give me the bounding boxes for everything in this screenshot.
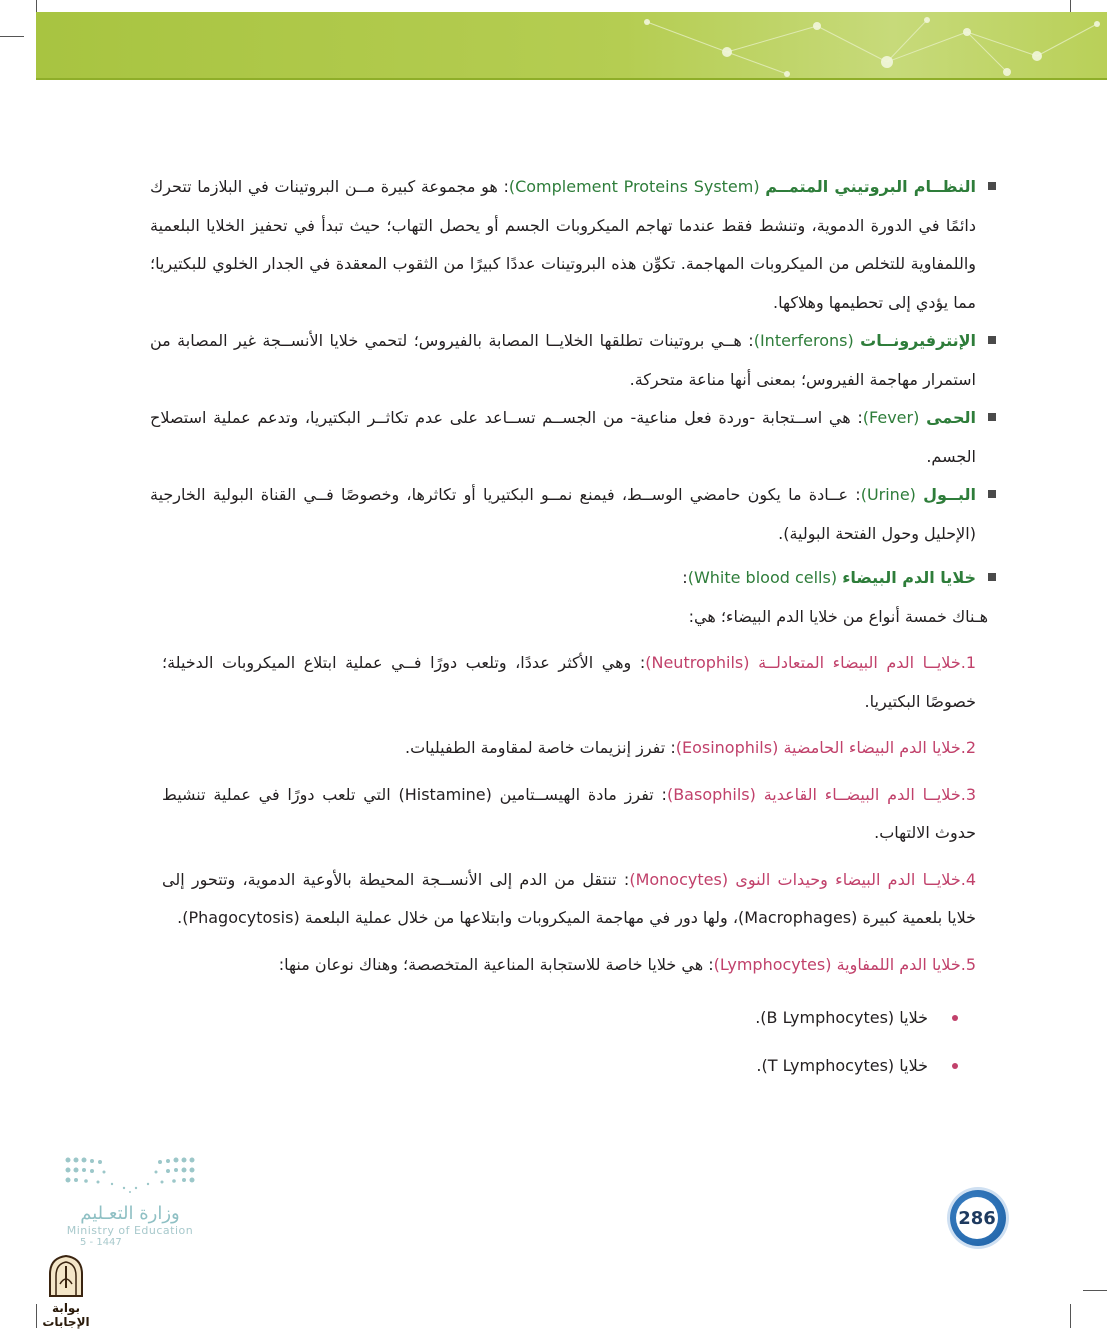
- term-latin: (Complement Proteins System): [508, 177, 760, 196]
- item-number: 5.: [960, 954, 976, 974]
- term-latin: (White blood cells): [687, 568, 838, 587]
- term-fever: الحمى: [926, 408, 976, 427]
- wbc-type-item: [150, 729, 998, 768]
- square-bullet-icon: [988, 336, 996, 344]
- lymphocyte-list: [150, 994, 998, 1090]
- dot-bullet-icon: [952, 1063, 958, 1069]
- wbc-intro: هـناك خمسة أنواع من خلايا الدم البيضاء؛ هي:: [688, 606, 988, 626]
- item-text: : تفرز إنزيمات خاصة لمقاومة الطفيليات.: [405, 738, 676, 757]
- item-number: 4.: [960, 869, 977, 889]
- watermark-text: بوابة الإجابات: [42, 1301, 90, 1329]
- ministry-arabic: وزارة التعـليم: [80, 1203, 180, 1224]
- page-number-badge: [946, 1186, 1010, 1242]
- term-wbc: خلايا الدم البيضاء: [842, 568, 976, 587]
- main-content: [150, 168, 998, 1090]
- item-text: : تنتقل من الدم إلى الأنســجة المحيطة بالأوعية الدموية، وتتحور إلى خلايا بلعمية كبيرة (Macrophages)، ولها دور في مهاجمة الميكروبات وابتلاعها من خلال عملية البلعمة (Phagocytosis).: [162, 869, 976, 927]
- item-text: : هي خلايا خاصة للاستجابة المناعية المتخصصة؛ وهناك نوعان منها:: [278, 954, 714, 974]
- paragraph-text: : هي اســتجابة -وردة فعل مناعية- من الجســم تســاعد على عدم تكاثــر البكتيريا، وتدعم عملية استصلاح الجسم.: [150, 408, 976, 466]
- item-term: خلايا الدم اللمفاوية: [836, 954, 961, 974]
- term-complement: النظــام البروتيني المتمــم: [765, 177, 977, 196]
- square-bullet-icon: [988, 182, 996, 190]
- header-band: [36, 12, 1107, 80]
- item-term: خلايا الدم البيضاء الحامضية: [783, 738, 961, 757]
- term-latin: (Interferons): [753, 331, 854, 350]
- item-text: : تفرز مادة الهيســتامين (Histamine) التي تلعب دورًا في عملية تنشيط حدوث الالتهاب.: [162, 784, 976, 842]
- item-number: 2.: [960, 738, 976, 757]
- ministry-dots-icon: [60, 1154, 200, 1198]
- wbc-type-item: [150, 861, 998, 938]
- ministry-english: Ministry of Education: [66, 1224, 194, 1237]
- term-latin: (Fever): [862, 408, 920, 427]
- square-bullet-icon: [988, 573, 996, 581]
- term-interferons: الإنترفيرونــات: [860, 331, 976, 350]
- term-urine: البــول: [923, 485, 977, 504]
- term-latin: (Urine): [860, 485, 916, 504]
- complement-paragraph: [150, 168, 998, 322]
- ministry-logo: [60, 1154, 200, 1248]
- list-item-text: خلايا (T Lymphocytes).: [756, 1056, 928, 1075]
- molecule-pattern-icon: [587, 12, 1107, 78]
- item-term-latin: (Neutrophils): [645, 653, 750, 672]
- mosque-emblem-icon: [44, 1254, 88, 1298]
- watermark-logo: [28, 1254, 104, 1329]
- urine-paragraph: [150, 476, 998, 553]
- dot-bullet-icon: [952, 1015, 958, 1021]
- crop-mark: [1083, 1290, 1107, 1291]
- item-term: خلايــا الدم البيضــاء القاعدية: [763, 784, 961, 804]
- item-term-latin: (Monocytes): [629, 869, 729, 889]
- wbc-type-item: [150, 644, 998, 721]
- list-item-text: خلايا (B Lymphocytes).: [755, 1008, 928, 1027]
- item-term: خلايــا الدم البيضاء المتعادلــة: [758, 653, 961, 672]
- item-number: 1.: [960, 653, 976, 672]
- heading-colon: :: [682, 568, 688, 587]
- crop-mark: [0, 36, 24, 37]
- item-text: : وهي الأكثر عددًا، وتلعب دورًا فــي عملية ابتلاع الميكروبات الدخيلة؛ خصوصًا البكتيريا.: [162, 653, 976, 711]
- paragraph-text: : هــي بروتينات تطلقها الخلايــا المصابة بالفيروس؛ لتحمي خلايا الأنســجة غير المصابة من استمرار مهاجمة الفيروس؛ بمعنى أنها مناعة متحركة.: [150, 331, 976, 389]
- wbc-heading: [150, 559, 998, 598]
- item-term-latin: (Basophils): [666, 784, 756, 804]
- square-bullet-icon: [988, 490, 996, 498]
- interferons-paragraph: [150, 322, 998, 399]
- page-number: 286: [956, 1197, 998, 1239]
- item-term-latin: (Lymphocytes): [713, 954, 832, 974]
- square-bullet-icon: [988, 413, 996, 421]
- item-number: 3.: [960, 784, 976, 804]
- fever-paragraph: [150, 399, 998, 476]
- wbc-type-item: [150, 776, 998, 853]
- ministry-year: 5 - 1447: [80, 1237, 122, 1248]
- wbc-type-item: [150, 946, 998, 985]
- item-term-latin: (Eosinophils): [675, 738, 779, 757]
- paragraph-text: : هو مجموعة كبيرة مــن البروتينات في البلازما تتحرك دائمًا في الدورة الدموية، وتنشط فقط عندما تهاجم الميكروبات الجسم أو يحصل التهاب؛ حيث تبدأ في تحفيز الخلايا البلعمية واللمفاوية للتخلص من الميكروبات المهاجمة. تكوِّن هذه البروتينات عددًا كبيرًا من الثقوب المعقدة في الجدار الخلوي للبكتيريا؛ مما يؤدي إلى تحطيمها وهلاكها.: [150, 177, 976, 312]
- list-item: [150, 994, 998, 1042]
- crop-mark: [1070, 1304, 1071, 1328]
- paragraph-text: : عــادة ما يكون حامضي الوســط، فيمنع نمــو البكتيريا أو تكاثرها، وخصوصًا فــي القناة البولية الخارجية (الإحليل وحول الفتحة البولية).: [150, 485, 976, 543]
- list-item: [150, 1042, 998, 1090]
- item-term: خلايــا الدم البيضاء وحيدات النوى: [735, 869, 961, 889]
